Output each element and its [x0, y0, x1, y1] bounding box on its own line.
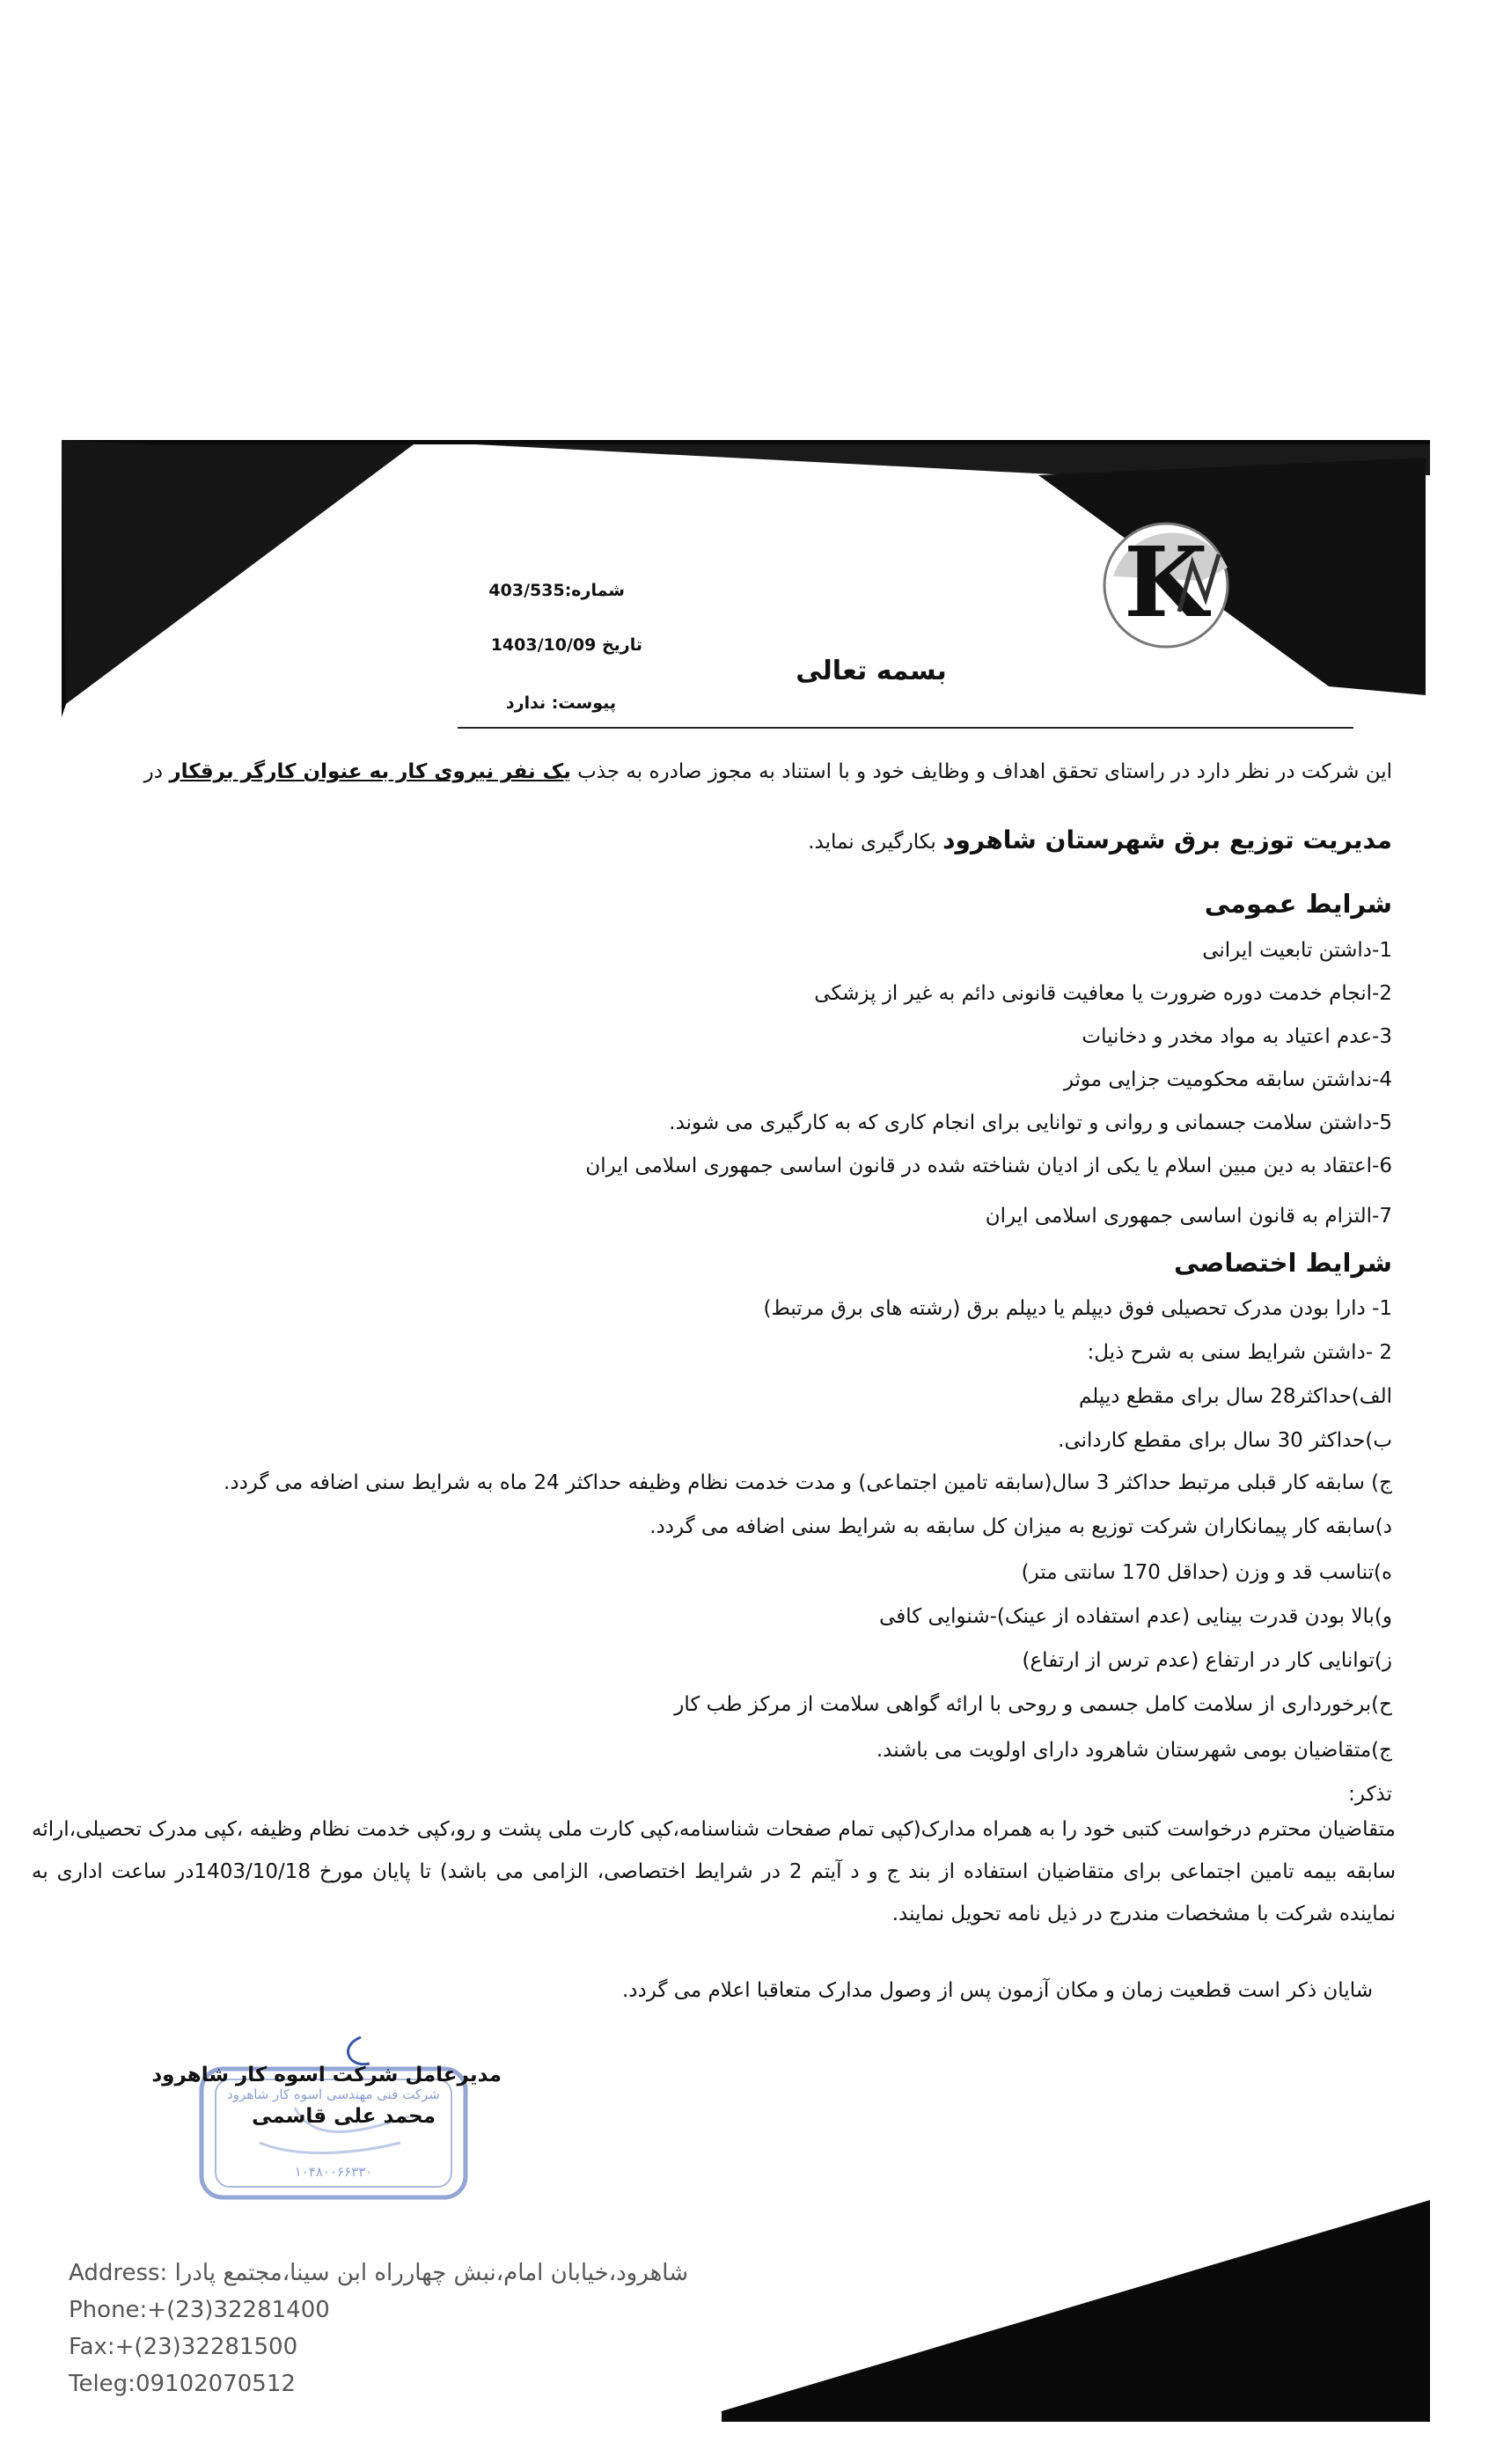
specific-item: 2 -داشتن شرایط سنی به شرح ذیل:: [1087, 1341, 1392, 1364]
specific-item: ب)حداکثر 30 سال برای مقطع کاردانی.: [1058, 1429, 1392, 1452]
specific-item: ح)برخورداری از سلامت کامل جسمی و روحی با ارائه گواهی سلامت از مرکز طب کار: [674, 1693, 1392, 1716]
specific-item: د)سابقه کار پیمانکاران شرکت توزیع به میزان کل سابقه به شرایط سنی اضافه می گردد.: [649, 1515, 1392, 1538]
specific-title: شرایط اختصاصی: [1173, 1248, 1392, 1278]
footer-address: [69, 2260, 688, 2286]
intro-line: [144, 757, 1392, 787]
specific-item: ز)توانایی کار در ارتفاع (عدم ترس از ارتفاع): [1022, 1649, 1392, 1672]
general-item: 7-التزام به قانون اساسی جمهوری اسلامی ایران: [985, 1205, 1392, 1228]
address-value: شاهرود،خیابان امام،نبش چهارراه ابن سینا،مجتمع پادرا: [174, 2260, 688, 2286]
address-label: Address:: [69, 2260, 168, 2286]
intro-underlined: یک نفر نیروی کار به عنوان کارگر برقکار: [169, 760, 571, 783]
specific-item: الف)حداکثر28 سال برای مقطع دیپلم: [1078, 1385, 1392, 1408]
closing-line: شایان ذکر است قطعیت زمان و مکان آزمون پس از وصول مدارک متعاقبا اعلام می گردد.: [621, 1979, 1373, 2002]
signatory-title: مدیرعامل شرکت اسوه کار شاهرود: [151, 2064, 502, 2086]
footer-fax: Fax:+(23)32281500: [69, 2334, 298, 2360]
header-divider: [458, 727, 1353, 729]
specific-item: ج) سابقه کار قبلی مرتبط حداکثر 3 سال(سابقه تامین اجتماعی) و مدت خدمت نظام وظیفه حداکثر 24 ماه به شرایط سنی اضافه می گردد.: [224, 1471, 1392, 1494]
general-item: 2-انجام خدمت دوره ضرورت یا معافیت قانونی دائم به غیر از پزشکی: [814, 982, 1392, 1005]
employer-tail: بکارگیری نماید.: [808, 831, 943, 854]
general-item: 3-عدم اعتیاد به مواد مخدر و دخانیات: [1082, 1025, 1392, 1048]
basmala: بسمه تعالی: [796, 656, 947, 686]
employer-org: مدیریت توزیع برق شهرستان شاهرود: [942, 825, 1392, 854]
note-text: متقاضیان محترم درخواست کتبی خود را به همراه مدارک(کپی تمام صفحات شناسنامه،کپی کارت ملی پشت و رو،کپی خدمت نظام وظیفه ،کپی مدرک تحصیلی،ارائه سابقه بیمه تامین اجتماعی برای متقاضیان استفاده از بند ج و د آیتم 2 در شرایط اختصاصی، الزامی می باشد) تا پایان مورخ 1403/10/18در ساعت اداری به نماینده شرکت با مشخصات مندرج در ذیل نامه تحویل نمایند.: [32, 1818, 1396, 1925]
footer-phone: Phone:+(23)32281400: [69, 2297, 330, 2323]
letter-date: تاریخ 1403/10/09: [490, 635, 642, 655]
footer-teleg: Teleg:09102070512: [69, 2371, 296, 2397]
letter-attachment: پیوست: ندارد: [505, 693, 616, 713]
signatory-name: محمد علی قاسمی: [252, 2105, 436, 2128]
stamp-number: ۱۰۴۸۰۰۶۶۳۳۰: [294, 2164, 373, 2180]
company-logo-icon: [1096, 515, 1245, 656]
general-item: 6-اعتقاد به دین مبین اسلام یا یکی از ادیان شناخته شده در قانون اساسی جمهوری اسلامی ایران: [585, 1155, 1392, 1177]
general-item: 5-داشتن سلامت جسمانی و روانی و توانایی برای انجام کاری که به کارگیری می شوند.: [669, 1111, 1392, 1134]
note-label: تذکر:: [1348, 1783, 1392, 1806]
intro-part2: در: [143, 760, 170, 783]
stamp-text: شرکت فنی مهندسی اسوه کار شاهرود: [227, 2086, 440, 2102]
general-title: شرایط عمومی: [1204, 889, 1392, 919]
letter-number: شماره:403/535: [488, 581, 625, 600]
specific-item: 1- دارا بودن مدرک تحصیلی فوق دیپلم یا دیپلم برق (رشته های برق مرتبط): [763, 1297, 1392, 1320]
specific-item: ه)تناسب قد و وزن (حداقل 170 سانتی متر): [1021, 1561, 1392, 1584]
general-item: 4-نداشتن سابقه محکومیت جزایی موثر: [1063, 1068, 1392, 1091]
intro-part1: این شرکت در نظر دارد در راستای تحقق اهداف و وظایف خود و با استناد به مجوز صادره به جذب: [570, 760, 1392, 783]
specific-item: ج)متقاضیان بومی شهرستان شاهرود دارای اولویت می باشند.: [876, 1739, 1392, 1762]
logo-letter: K: [1124, 525, 1208, 639]
general-item: 1-داشتن تابعیت ایرانی: [1202, 939, 1392, 962]
employer-line: [808, 825, 1392, 857]
specific-item: و)بالا بودن قدرت بینایی (عدم استفاده از عینک)-شنوایی کافی: [879, 1605, 1392, 1628]
